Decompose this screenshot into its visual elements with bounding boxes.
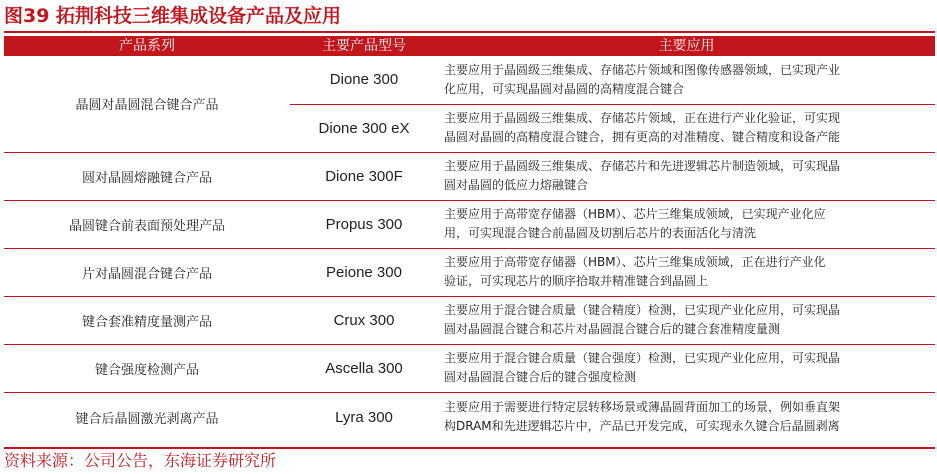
application-line: 用，可实现混合键合前晶圆及切割后芯片的表面活化与清洗 xyxy=(444,226,757,240)
category-cell: 片对晶圆混合键合产品 xyxy=(4,248,290,296)
header-main-application: 主要应用 xyxy=(438,36,935,56)
bottom-rule xyxy=(4,447,935,449)
application-line: 主要应用于需要进行特定层转移场景或薄晶圆背面加工的场景，例如垂直架 xyxy=(444,400,841,415)
model-cell: Dione 300 eX xyxy=(290,104,438,152)
application-line: 圆对晶圆的低应力熔融键合 xyxy=(444,178,589,192)
application-cell xyxy=(438,296,935,344)
application-line: 主要应用于混合键合质量（键合精度）检测，已实现产业化应用，可实现晶 xyxy=(444,303,841,317)
model-cell: Dione 300 xyxy=(290,56,438,104)
application-cell xyxy=(438,248,935,296)
application-line: 主要应用于高带宽存储器（HBM）、芯片三维集成领域，正在进行产业化 xyxy=(444,255,826,269)
title-rule xyxy=(4,31,935,33)
application-line: 构DRAM和先进逻辑芯片中，产品已开发完成，可实现永久键合后晶圆剥离 xyxy=(444,419,840,434)
application-line: 主要应用于晶圆级三维集成、存储芯片领域，正在进行产业化验证，可实现 xyxy=(444,111,841,125)
model-cell: Peione 300 xyxy=(290,248,438,296)
category-cell: 晶圆对晶圆混合键合产品 xyxy=(4,56,290,152)
category-cell: 晶圆键合前表面预处理产品 xyxy=(4,200,290,248)
application-cell xyxy=(438,56,935,104)
table-row xyxy=(4,152,935,200)
model-cell: Propus 300 xyxy=(290,200,438,248)
application-line: 圆对晶圆混合键合后的键合强度检测 xyxy=(444,370,637,384)
table-row xyxy=(4,344,935,392)
source-note: 资料来源：公司公告，东海证券研究所 xyxy=(4,451,277,470)
product-table xyxy=(4,36,935,442)
application-cell xyxy=(438,344,935,392)
application-line: 主要应用于晶圆级三维集成、存储芯片和先进逻辑芯片制造领域，可实现晶 xyxy=(444,159,841,173)
application-line: 主要应用于混合键合质量（键合强度）检测，已实现产业化应用，可实现晶 xyxy=(444,351,841,365)
table-row xyxy=(4,296,935,344)
application-cell xyxy=(438,104,935,152)
header-main-model: 主要产品型号 xyxy=(290,36,438,56)
application-line: 验证，可实现芯片的顺序拾取并精准键合到晶圆上 xyxy=(444,274,709,288)
figure-title: 图39 拓荆科技三维集成设备产品及应用 xyxy=(4,5,342,27)
header-product-series: 产品系列 xyxy=(4,36,290,56)
application-line: 主要应用于高带宽存储器（HBM）、芯片三维集成领域，已实现产业化应 xyxy=(444,207,826,221)
table-header-row xyxy=(4,36,935,56)
category-cell: 键合后晶圆激光剥离产品 xyxy=(75,411,219,427)
application-line: 主要应用于晶圆级三维集成、存储芯片领域和图像传感器领域，已实现产业 xyxy=(444,62,841,77)
application-cell xyxy=(438,152,935,200)
model-cell: Crux 300 xyxy=(290,296,438,344)
application-line: 晶圆对晶圆的高精度混合键合，拥有更高的对准精度、键合精度和设备产能 xyxy=(444,130,841,144)
table-row xyxy=(4,392,935,442)
table-row xyxy=(4,200,935,248)
model-cell: Ascella 300 xyxy=(290,344,438,392)
table-row xyxy=(4,248,935,296)
model-cell: Lyra 300 xyxy=(335,408,393,426)
category-cell: 键合强度检测产品 xyxy=(4,344,290,392)
category-cell: 键合套准精度量测产品 xyxy=(4,296,290,344)
table-row xyxy=(4,56,935,104)
model-cell: Dione 300F xyxy=(290,152,438,200)
application-line: 化应用，可实现晶圆对晶圆的高精度混合键合 xyxy=(444,81,685,96)
application-cell xyxy=(438,392,935,442)
category-cell: 圆对晶圆熔融键合产品 xyxy=(4,152,290,200)
application-cell xyxy=(438,200,935,248)
application-line: 圆对晶圆混合键合和芯片对晶圆混合键合后的键合套准精度量测 xyxy=(444,322,781,336)
